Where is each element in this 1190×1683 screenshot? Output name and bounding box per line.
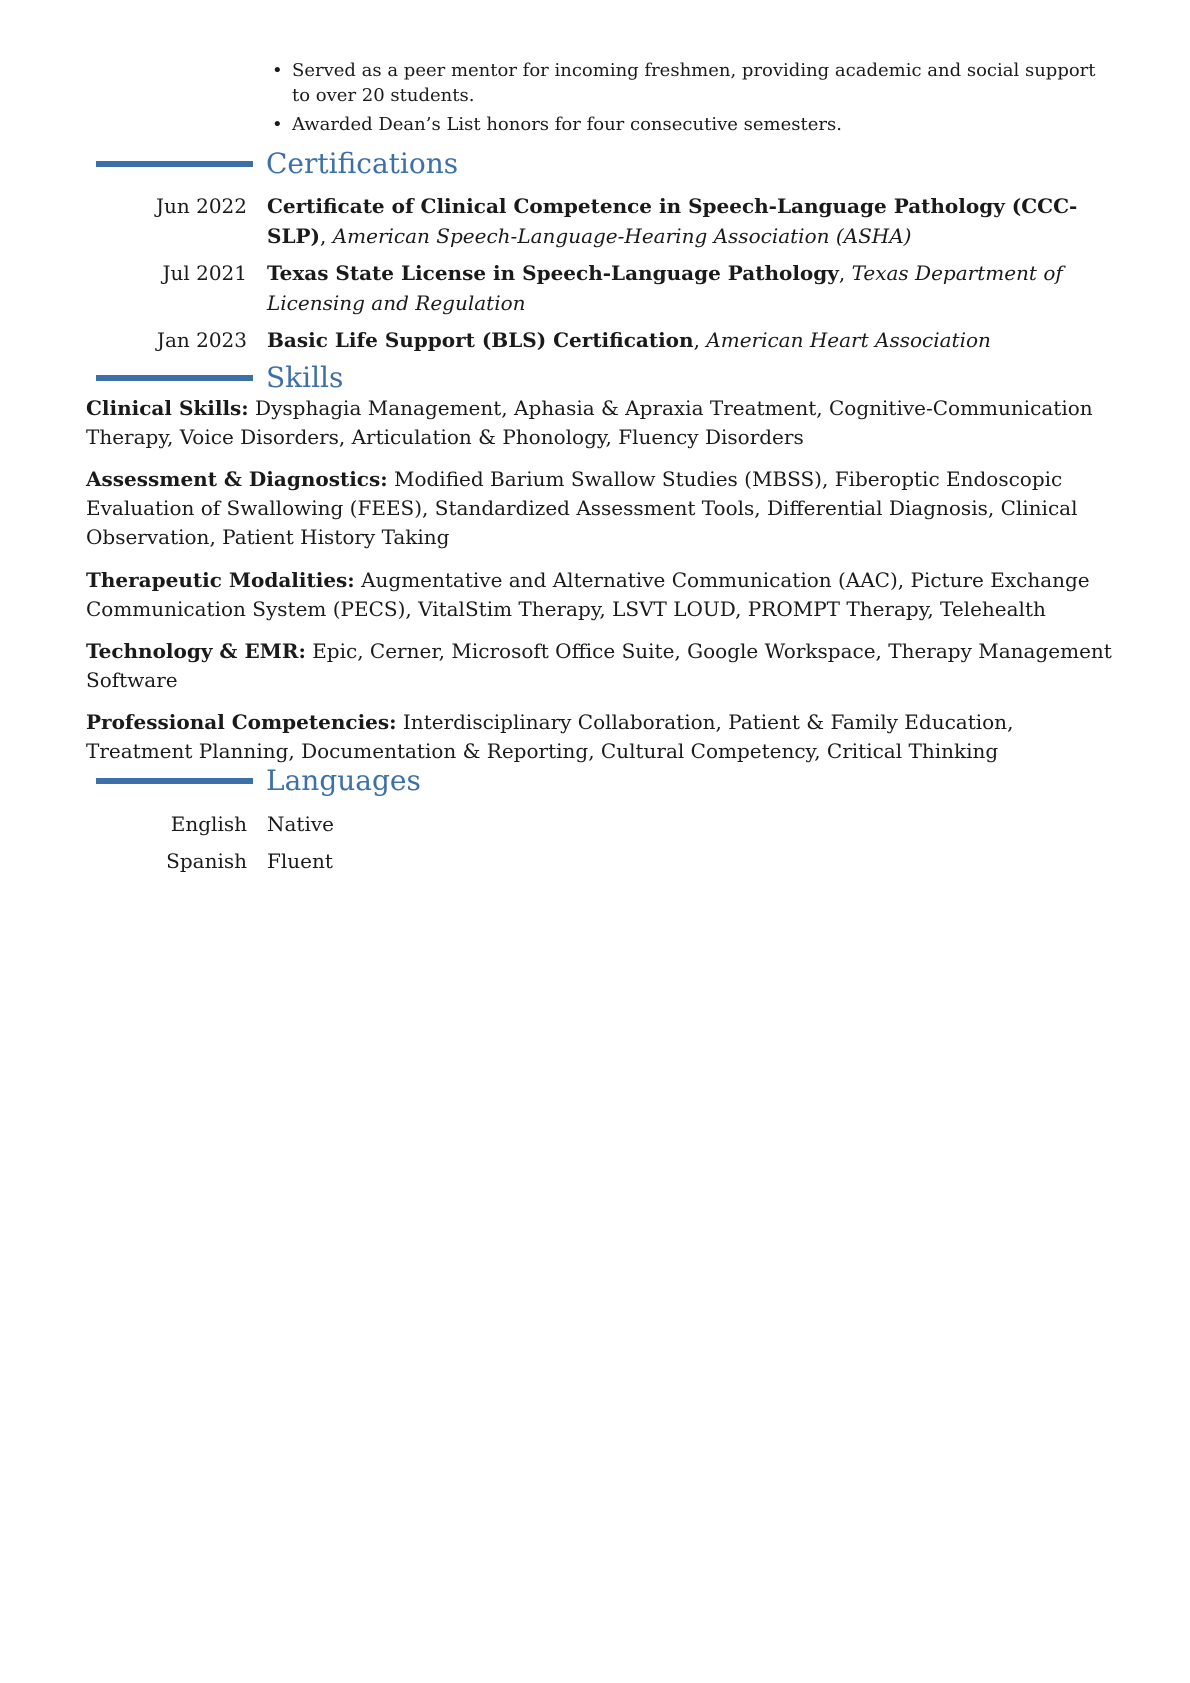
skill-label: Technology & EMR:	[86, 639, 306, 663]
certification-issuer: American Heart Association	[706, 328, 991, 352]
certification-date: Jun 2022	[155, 194, 247, 218]
bullet-dot-icon: •	[272, 114, 283, 135]
skill-label: Assessment & Diagnostics:	[86, 467, 388, 491]
education-bullets	[268, 58, 1108, 139]
certification-name: Texas State License in Speech-Language Pathology	[267, 261, 839, 285]
skill-row	[86, 566, 1116, 624]
skill-text: Interdisciplinary Collaboration, Patient & Family Education, Treatment Planning, Documentation & Reporting, Cultural Competency, Critical Thinking	[86, 710, 1014, 763]
certification-name: Certificate of Clinical Competence in Speech-Language Pathology (CCC-SLP)	[267, 194, 1078, 248]
skill-text: Dysphagia Management, Aphasia & Apraxia Treatment, Cognitive-Communication Therapy, Voice Disorders, Articulation & Phonology, Fluency Disorders	[86, 396, 1093, 449]
skill-label: Therapeutic Modalities:	[86, 568, 355, 592]
bullet-text: Served as a peer mentor for incoming freshmen, providing academic and social support to over 20 students.	[292, 60, 1096, 106]
section-bar	[96, 161, 253, 167]
bullet-text: Awarded Dean’s List honors for four consecutive semesters.	[292, 114, 842, 135]
certification-issuer: American Speech-Language-Hearing Association (ASHA)	[332, 224, 912, 248]
section-title: Skills	[266, 361, 344, 394]
skill-text: Augmentative and Alternative Communication (AAC), Picture Exchange Communication System (PECS), VitalStim Therapy, LSVT LOUD, PROMPT Therapy, Telehealth	[86, 568, 1090, 621]
bullet-item	[268, 112, 1108, 137]
skill-text: Epic, Cerner, Microsoft Office Suite, Google Workspace, Therapy Management Software	[86, 639, 1112, 692]
section-bar	[96, 375, 253, 381]
certification-body: Basic Life Support (BLS) Certification, American Heart Association	[267, 328, 991, 352]
certification-date: Jul 2021	[162, 261, 247, 285]
skill-row	[86, 394, 1116, 452]
section-bar	[96, 778, 253, 784]
skill-row	[86, 637, 1116, 695]
certification-issuer: Texas Department of Licensing and Regulation	[267, 261, 1063, 315]
skill-row	[86, 708, 1116, 766]
languages-header	[96, 763, 1096, 799]
skills-header	[96, 360, 1096, 396]
section-title: Certifications	[266, 147, 459, 180]
skill-label: Professional Competencies:	[86, 710, 397, 734]
language-level: Native	[267, 812, 334, 836]
skill-text: Modified Barium Swallow Studies (MBSS), Fiberoptic Endoscopic Evaluation of Swallowing (FEES), Standardized Assessment Tools, Differential Diagnosis, Clinical Observation, Patient History Taking	[86, 467, 1078, 549]
bullet-item	[268, 58, 1108, 110]
language-name: Spanish	[166, 849, 247, 873]
section-title: Languages	[266, 764, 421, 797]
language-name: English	[170, 812, 247, 836]
certification-body: Texas State License in Speech-Language Pathology, Texas Department of Licensing and Regulation	[267, 261, 1063, 315]
certifications-header	[96, 146, 1096, 182]
language-level: Fluent	[267, 849, 333, 873]
certification-date: Jan 2023	[156, 328, 247, 352]
skill-label: Clinical Skills:	[86, 396, 249, 420]
certification-name: Basic Life Support (BLS) Certification	[267, 328, 694, 352]
certification-body: Certificate of Clinical Competence in Speech-Language Pathology (CCC-SLP), American Speech-Language-Hearing Association (ASHA)	[267, 194, 1078, 248]
skill-row	[86, 465, 1116, 552]
bullet-dot-icon: •	[272, 60, 283, 81]
